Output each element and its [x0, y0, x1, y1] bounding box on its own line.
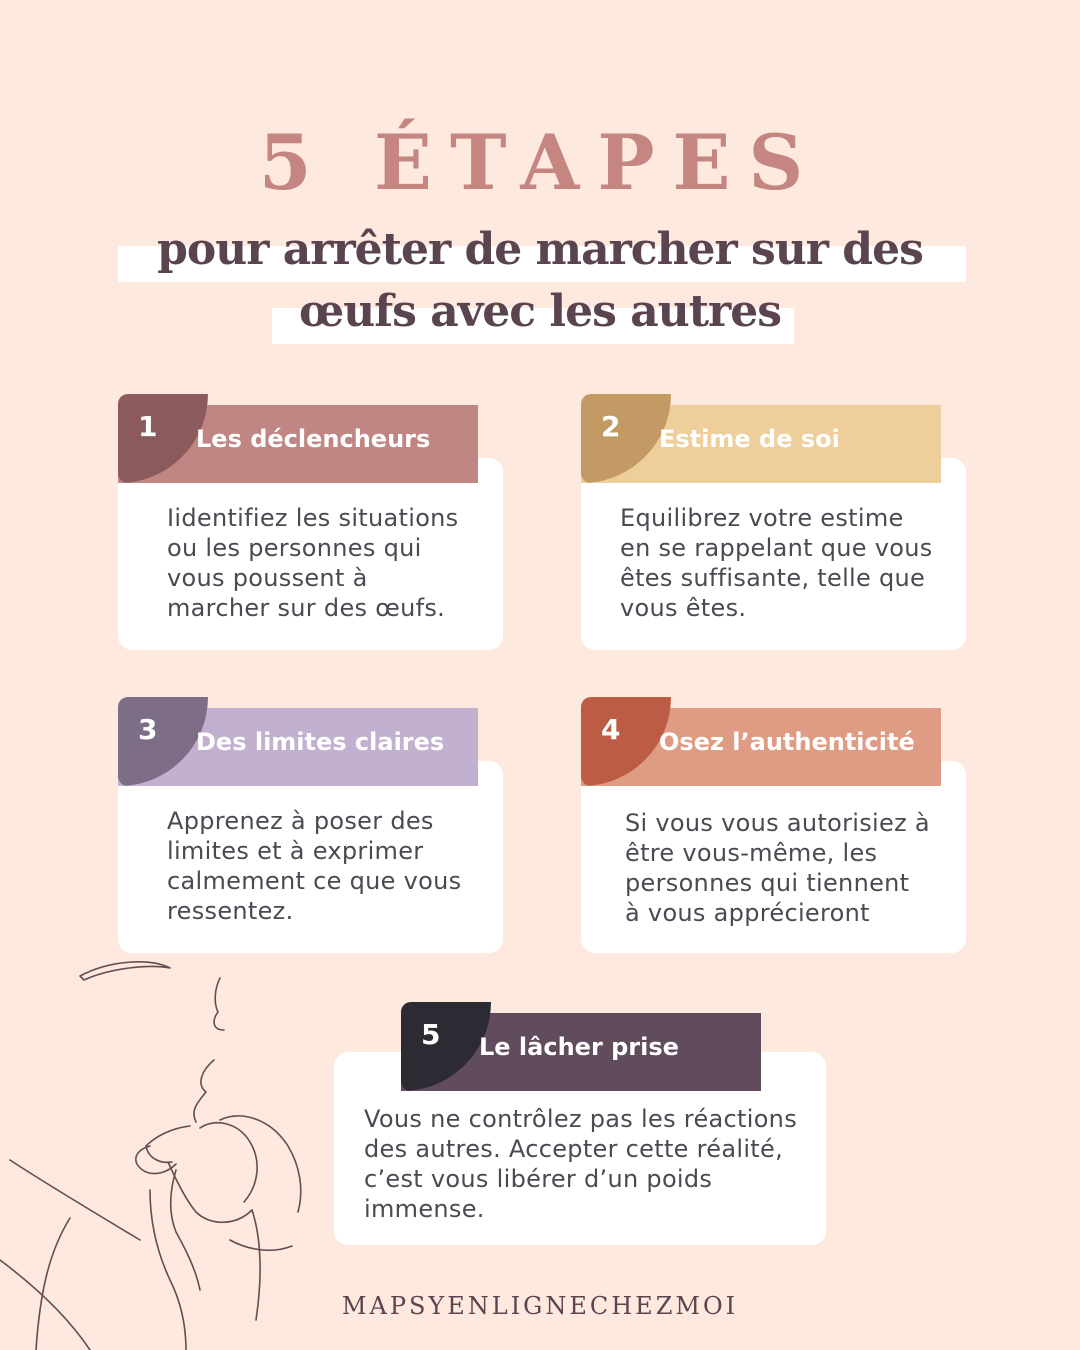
step-1-number: 1	[138, 410, 158, 443]
step-card-1	[118, 458, 503, 650]
step-3-badge	[118, 697, 208, 786]
step-5-tab	[401, 1013, 761, 1091]
step-2-number: 2	[601, 410, 621, 443]
brand-logo-text: MAPSYENLIGNECHEZMOI	[341, 1292, 739, 1320]
step-4-tab	[581, 708, 941, 786]
step-3-title: Des limites claires	[196, 728, 445, 756]
step-2-title: Estime de soi	[659, 425, 840, 453]
subtitle-line-1: pour arrêter de marcher sur des	[157, 224, 923, 275]
step-card-3	[118, 761, 503, 953]
step-1-text: Iidentifiez les situations ou les personnes qui vous poussent à marcher sur des œufs.	[167, 504, 459, 622]
step-3-number: 3	[138, 713, 158, 746]
step-5-title: Le lâcher prise	[479, 1033, 679, 1061]
step-4-title: Osez l’authenticité	[659, 728, 915, 756]
step-2-text: Equilibrez votre estime en se rappelant que vous êtes suffisante, telle que vous êtes.	[620, 504, 933, 622]
step-2-tab	[581, 405, 941, 483]
step-2-badge	[581, 394, 671, 483]
step-card-2	[581, 458, 966, 650]
step-4-number: 4	[601, 713, 621, 746]
step-1-tab	[118, 405, 478, 483]
step-4-badge	[581, 697, 671, 786]
step-5-text: Vous ne contrôlez pas les réactions des autres. Accepter cette réalité, c’est vous libérer d’un poids immense.	[364, 1105, 797, 1223]
page-title: 5 ÉTAPES	[258, 118, 822, 207]
step-1-title: Les déclencheurs	[196, 425, 431, 453]
step-1-badge	[118, 394, 208, 483]
step-3-tab	[118, 708, 478, 786]
step-card-4	[581, 761, 966, 953]
step-4-text: Si vous vous autorisiez à être vous-même, les personnes qui tiennent à vous apprécieront	[625, 809, 930, 927]
step-3-text: Apprenez à poser des limites et à exprimer calmement ce que vous ressentez.	[167, 807, 462, 925]
step-5-number: 5	[421, 1018, 441, 1051]
subtitle-line-2: œufs avec les autres	[299, 286, 781, 337]
face-line-art-illustration	[0, 950, 330, 1350]
step-5-badge	[401, 1002, 491, 1091]
